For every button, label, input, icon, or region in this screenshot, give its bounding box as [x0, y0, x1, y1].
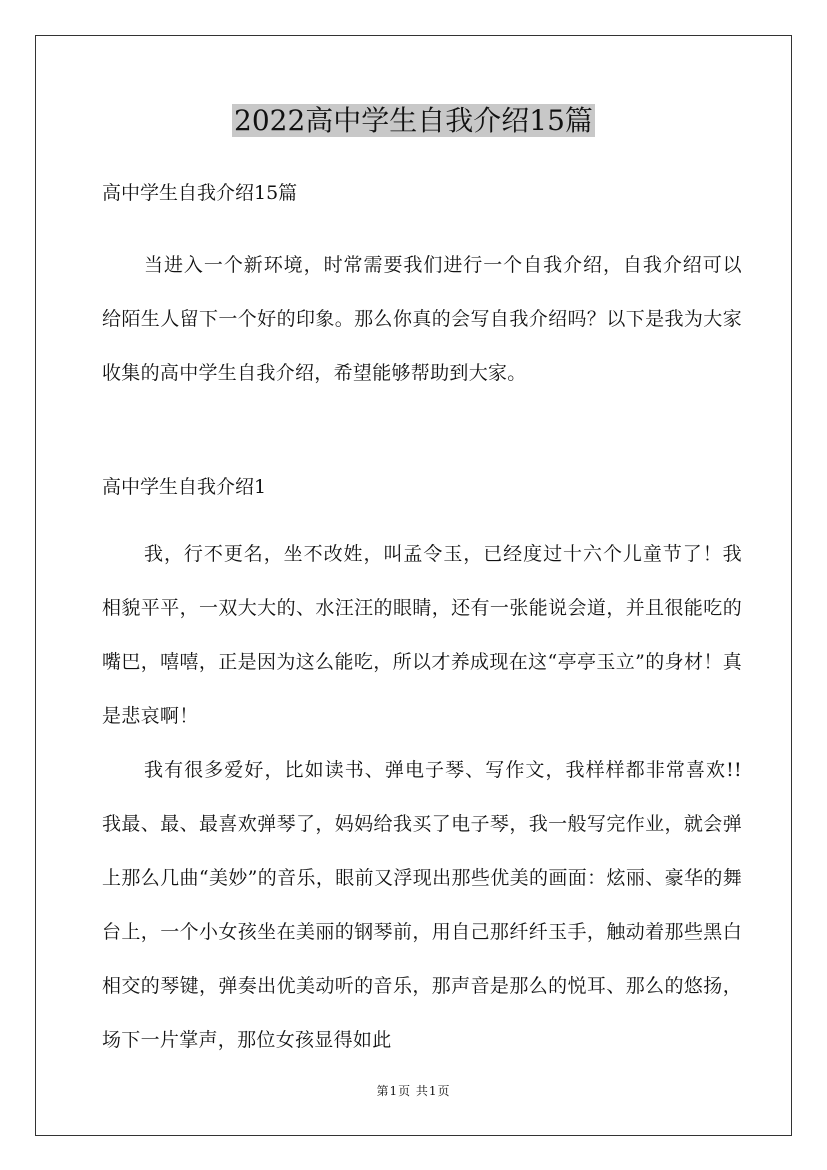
body-paragraph-1: 我，行不更名，坐不改姓，叫孟令玉，已经度过十六个儿童节了！我相貌平平，一双大大的、水汪汪的眼睛，还有一张能说会道，并且很能吃的嘴巴，嘻嘻，正是因为这么能吃，所以才养成现在这“亭亭玉立”的身材！真是悲哀啊！: [102, 543, 742, 727]
subtitle: 高中学生自我介绍15篇: [102, 182, 298, 204]
document-body: [102, 176, 742, 1067]
section-heading: 高中学生自我介绍1: [102, 476, 267, 498]
document-title: [0, 101, 827, 141]
intro-paragraph: 当进入一个新环境，时常需要我们进行一个自我介绍，自我介绍可以给陌生人留下一个好的印象。那么你真的会写自我介绍吗？以下是我为大家收集的高中学生自我介绍，希望能够帮助到大家。: [102, 254, 742, 384]
page-footer: 第1页 共1页: [376, 1084, 451, 1098]
title-text: 2022高中学生自我介绍15篇: [234, 104, 593, 137]
body-paragraph-2: 我有很多爱好，比如读书、弹电子琴、写作文，我样样都非常喜欢!! 我最、最、最喜欢弹琴了，妈妈给我买了电子琴，我一般写完作业，就会弹上那么几曲“美妙”的音乐，眼前又浮现出那些优美的画面：炫丽、豪华的舞台上，一个小女孩坐在美丽的钢琴前，用自己那纤纤玉手，触动着那些黑白相交的琴键，弹奏出优美动听的音乐，那声音是那么的悦耳、那么的悠扬，场下一片掌声，那位女孩显得如此: [102, 759, 742, 1051]
